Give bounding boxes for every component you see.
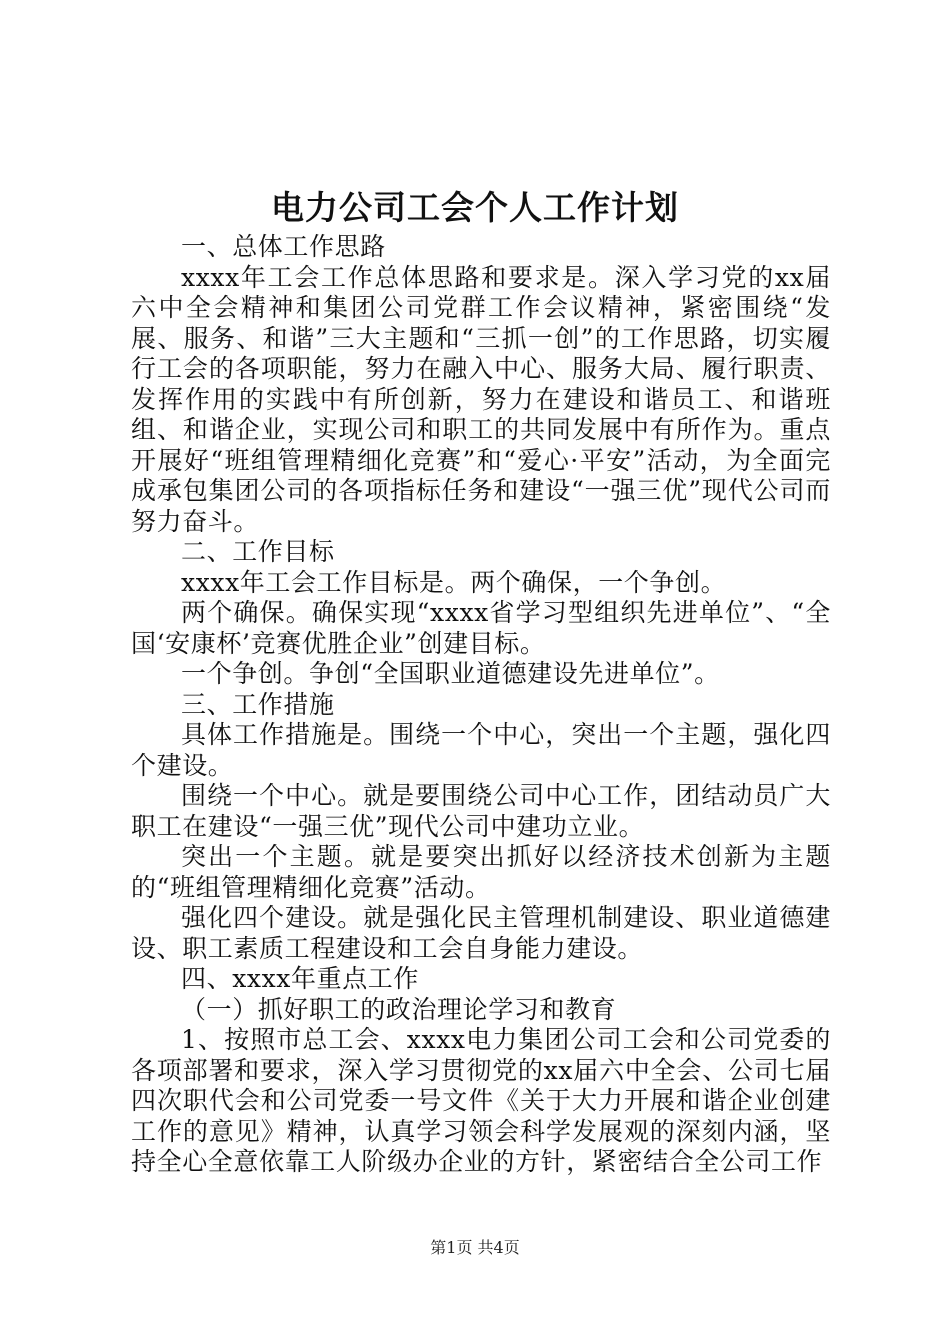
paragraph: 围绕一个中心。就是要围绕公司中心工作，团结动员广大职工在建设“一强三优”现代公司中建功立业。: [131, 781, 831, 841]
section-heading-2: 二、工作目标: [181, 537, 335, 566]
document-title: 电力公司工会个人工作计划: [271, 188, 679, 227]
paragraph: xxxx年工会工作总体思路和要求是。深入学习党的xx届六中全会精神和集团公司党群工作会议精神，紧密围绕“发展、服务、和谐”三大主题和“三抓一创”的工作思路，切实履行工会的各项职能，努力在融入中心、服务大局、履行职责、发挥作用的实践中有所创新，努力在建设和谐员工、和谐班组、和谐企业，实现公司和职工的共同发展中有所作为。重点开展好“班组管理精细化竞赛”和“爱心·平安”活动，为全面完成承包集团公司的各项指标任务和建设“一强三优”现代公司而努力奋斗。: [131, 262, 831, 536]
paragraph: 具体工作措施是。围绕一个中心，突出一个主题，强化四个建设。: [131, 720, 831, 780]
page-number-footer: 第1页 共4页: [430, 1238, 520, 1257]
section-heading-3: 三、工作措施: [181, 689, 335, 719]
paragraph: 1、按照市总工会、xxxx电力集团公司工会和公司党委的各项部署和要求，深入学习贯彻党的xx届六中全会、公司七届四次职代会和公司党委一号文件《关于大力开展和谐企业创建工作的意见》精神，认真学习领会科学发展观的深刻内涵，坚持全心全意依靠工人阶级办企业的方针，紧密结合全公司工作: [131, 1025, 831, 1176]
paragraph: 强化四个建设。就是强化民主管理机制建设、职业道德建设、职工素质工程建设和工会自身能力建设。: [131, 903, 831, 963]
subsection-heading: （一）抓好职工的政治理论学习和教育: [181, 994, 617, 1024]
paragraph: xxxx年工会工作目标是。两个确保，一个争创。: [181, 567, 727, 597]
paragraph: 两个确保。确保实现“xxxx省学习型组织先进单位”、“全国‘安康杯’竞赛优胜企业”创建目标。: [131, 598, 831, 658]
paragraph: 一个争创。争创“全国职业道德建设先进单位”。: [181, 659, 720, 688]
document-body: [131, 232, 831, 1178]
paragraph: 突出一个主题。就是要突出抓好以经济技术创新为主题的“班组管理精细化竞赛”活动。: [131, 842, 831, 902]
section-heading-1: 一、总体工作思路: [181, 232, 386, 261]
section-heading-4: 四、xxxx年重点工作: [181, 964, 419, 993]
